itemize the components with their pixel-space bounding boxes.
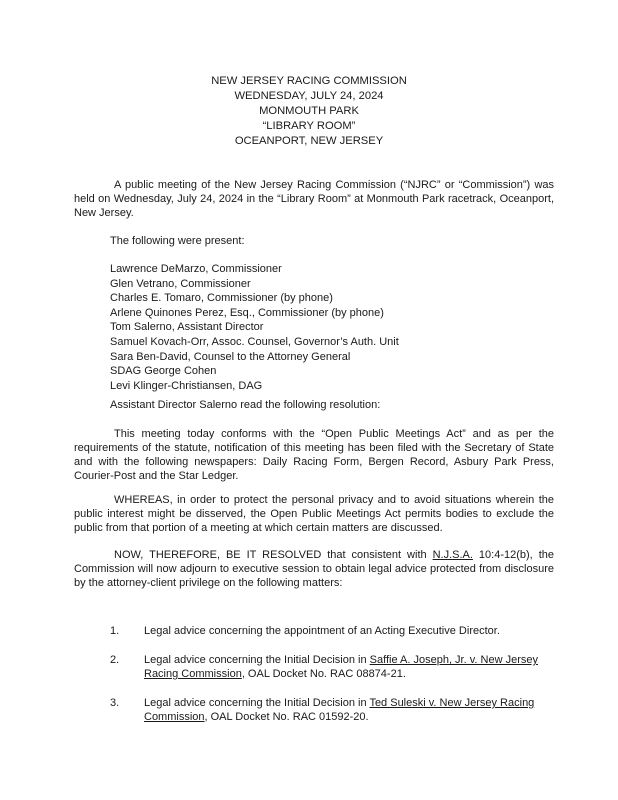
resolution-intro: Assistant Director Salerno read the following resolution:	[110, 399, 381, 411]
matter-text: Legal advice concerning the Initial Decision in Saffie A. Joseph, Jr. v. New Jersey Racing Commission, OAL Docket No. RAC 08874-21.	[144, 654, 538, 680]
opma-paragraph: This meeting today conforms with the “Open Public Meetings Act” and as per the requirements of the statute, notification of this meeting has been filed with the Secretary of State and with the following newspapers: Daily Racing Form, Bergen Record, Asbury Park Press, Courier-Post and the Star Ledger.	[74, 428, 554, 482]
matter-number: 2.	[110, 654, 120, 666]
matter-text: Legal advice concerning the appointment of an Acting Executive Director.	[144, 625, 500, 637]
matter-text: Legal advice concerning the Initial Decision in Ted Suleski v. New Jersey Racing Commission, OAL Docket No. RAC 01592-20.	[144, 697, 535, 723]
header-venue: MONMOUTH PARK	[259, 105, 359, 117]
matter-number: 1.	[110, 625, 120, 637]
matter-number: 3.	[110, 697, 120, 709]
present-heading: The following were present:	[110, 235, 245, 247]
attendee-item: Arlene Quinones Perez, Esq., Commissioner (by phone)	[110, 306, 384, 319]
meeting-header	[0, 74, 618, 149]
attendee-item: Levi Klinger-Christiansen, DAG	[110, 379, 263, 392]
statute-citation: N.J.S.A.	[432, 549, 473, 561]
case-name: Saffie A. Joseph, Jr. v. New Jersey Racing Commission	[144, 654, 538, 680]
attendee-list	[110, 262, 399, 393]
attendee-item: Charles E. Tomaro, Commissioner (by phone)	[110, 292, 333, 305]
resolved-paragraph	[74, 548, 554, 590]
attendee-item: Glen Vetrano, Commissioner	[110, 277, 251, 290]
attendee-item: Lawrence DeMarzo, Commissioner	[110, 263, 282, 275]
resolved-suffix: 10:4-12(b), the Commission will now adjourn to executive session to obtain legal advice protected from disclosure by the attorney-client privilege on the following matters:	[74, 549, 554, 589]
resolved-prefix: NOW, THEREFORE, BE IT RESOLVED that consistent with	[114, 549, 433, 561]
header-room: “LIBRARY ROOM”	[262, 120, 356, 132]
attendee-item: Tom Salerno, Assistant Director	[110, 321, 264, 334]
header-date: WEDNESDAY, JULY 24, 2024	[234, 90, 384, 102]
whereas-paragraph: WHEREAS, in order to protect the personal privacy and to avoid situations wherein the public interest might be disserved, the Open Public Meetings Act permits bodies to exclude the public from that portion of a meeting at which certain matters are discussed.	[74, 494, 554, 534]
attendee-item: Samuel Kovach-Orr, Assoc. Counsel, Governor’s Auth. Unit	[110, 335, 399, 348]
case-name: Ted Suleski v. New Jersey Racing Commission	[144, 697, 535, 723]
intro-paragraph: A public meeting of the New Jersey Racing Commission (“NJRC” or “Commission”) was held on Wednesday, July 24, 2024 in the “Library Room” at Monmouth Park racetrack, Oceanport, New Jersey.	[74, 179, 554, 219]
header-location: OCEANPORT, NEW JERSEY	[234, 135, 384, 147]
header-commission-name: NEW JERSEY RACING COMMISSION	[211, 75, 407, 87]
attendee-item: Sara Ben-David, Counsel to the Attorney General	[110, 350, 351, 363]
attendee-item: SDAG George Cohen	[110, 365, 217, 378]
